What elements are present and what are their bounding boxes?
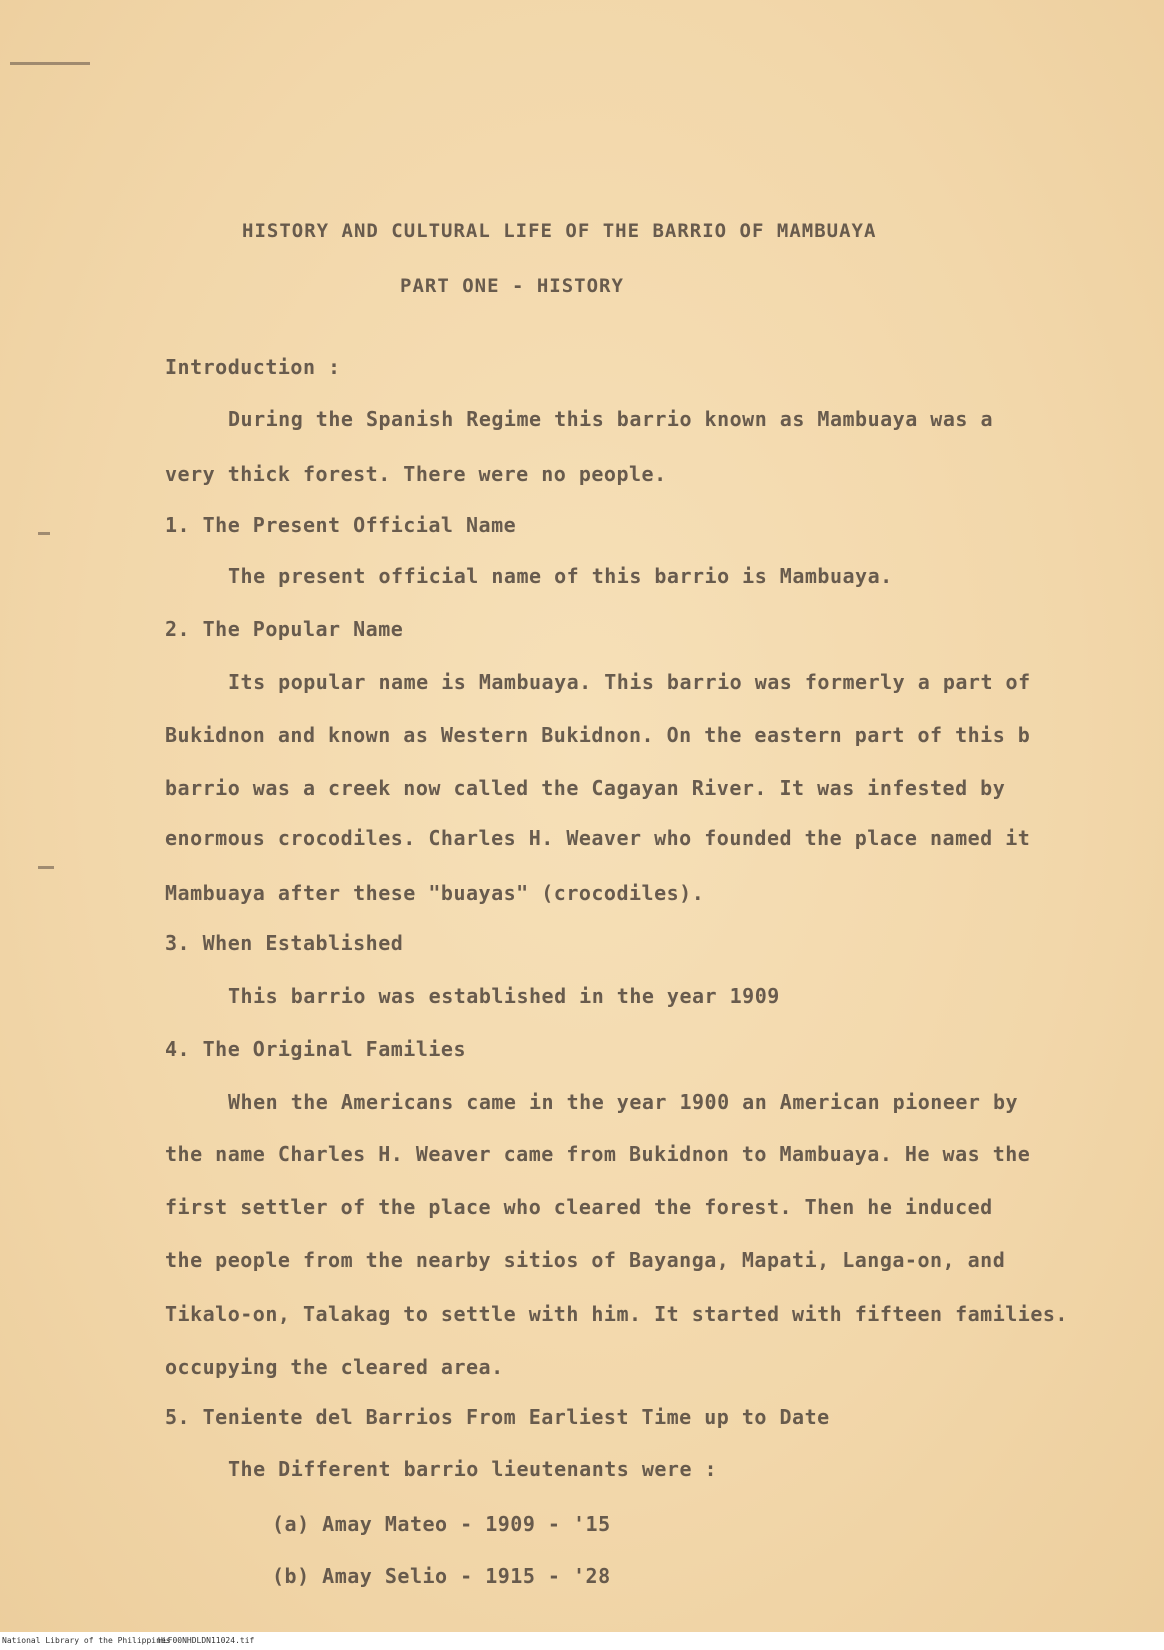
body-line: the people from the nearby sitios of Bayanga, Mapati, Langa-on, and — [165, 1248, 1006, 1272]
section-heading: 4. The Original Families — [165, 1037, 466, 1061]
body-line: occupying the cleared area. — [165, 1355, 504, 1379]
body-line: The Different barrio lieutenants were : — [228, 1457, 718, 1481]
margin-mark — [10, 62, 90, 65]
footer-filename: HLF00NHDLDN11024.tif — [158, 1636, 255, 1645]
margin-mark — [38, 866, 54, 869]
document-part-heading: PART ONE - HISTORY — [400, 275, 624, 297]
body-line: The present official name of this barrio is Mambuaya. — [228, 564, 893, 588]
body-line: During the Spanish Regime this barrio known as Mambuaya was a — [228, 407, 994, 431]
section-heading: 2. The Popular Name — [165, 617, 404, 641]
section-heading: 1. The Present Official Name — [165, 513, 517, 537]
margin-mark — [38, 532, 50, 535]
body-line: This barrio was established in the year 1909 — [228, 984, 780, 1008]
section-heading: 5. Teniente del Barrios From Earliest Time up to Date — [165, 1405, 830, 1429]
body-line: enormous crocodiles. Charles H. Weaver who founded the place named it — [165, 826, 1031, 850]
list-item: (a) Amay Mateo - 1909 - '15 — [272, 1512, 611, 1536]
body-line: Bukidnon and known as Western Bukidnon. On the eastern part of this b — [165, 723, 1031, 747]
body-line: Mambuaya after these "buayas" (crocodiles). — [165, 881, 705, 905]
body-line: Its popular name is Mambuaya. This barrio was formerly a part of — [228, 670, 1031, 694]
body-line: When the Americans came in the year 1900 an American pioneer by — [228, 1090, 1019, 1114]
section-heading: 3. When Established — [165, 931, 404, 955]
body-line: the name Charles H. Weaver came from Bukidnon to Mambuaya. He was the — [165, 1142, 1031, 1166]
document-title: HISTORY AND CULTURAL LIFE OF THE BARRIO OF MAMBUAYA — [242, 220, 877, 242]
section-heading: Introduction : — [165, 355, 341, 379]
body-line: Tikalo-on, Talakag to settle with him. It started with fifteen families. — [165, 1302, 1068, 1326]
body-line: very thick forest. There were no people. — [165, 462, 667, 486]
body-line: first settler of the place who cleared the forest. Then he induced — [165, 1195, 993, 1219]
list-item: (b) Amay Selio - 1915 - '28 — [272, 1564, 611, 1588]
body-line: barrio was a creek now called the Cagayan River. It was infested by — [165, 776, 1006, 800]
footer-institution: National Library of the Philippines — [2, 1636, 171, 1645]
scan-footer — [0, 1632, 1164, 1650]
